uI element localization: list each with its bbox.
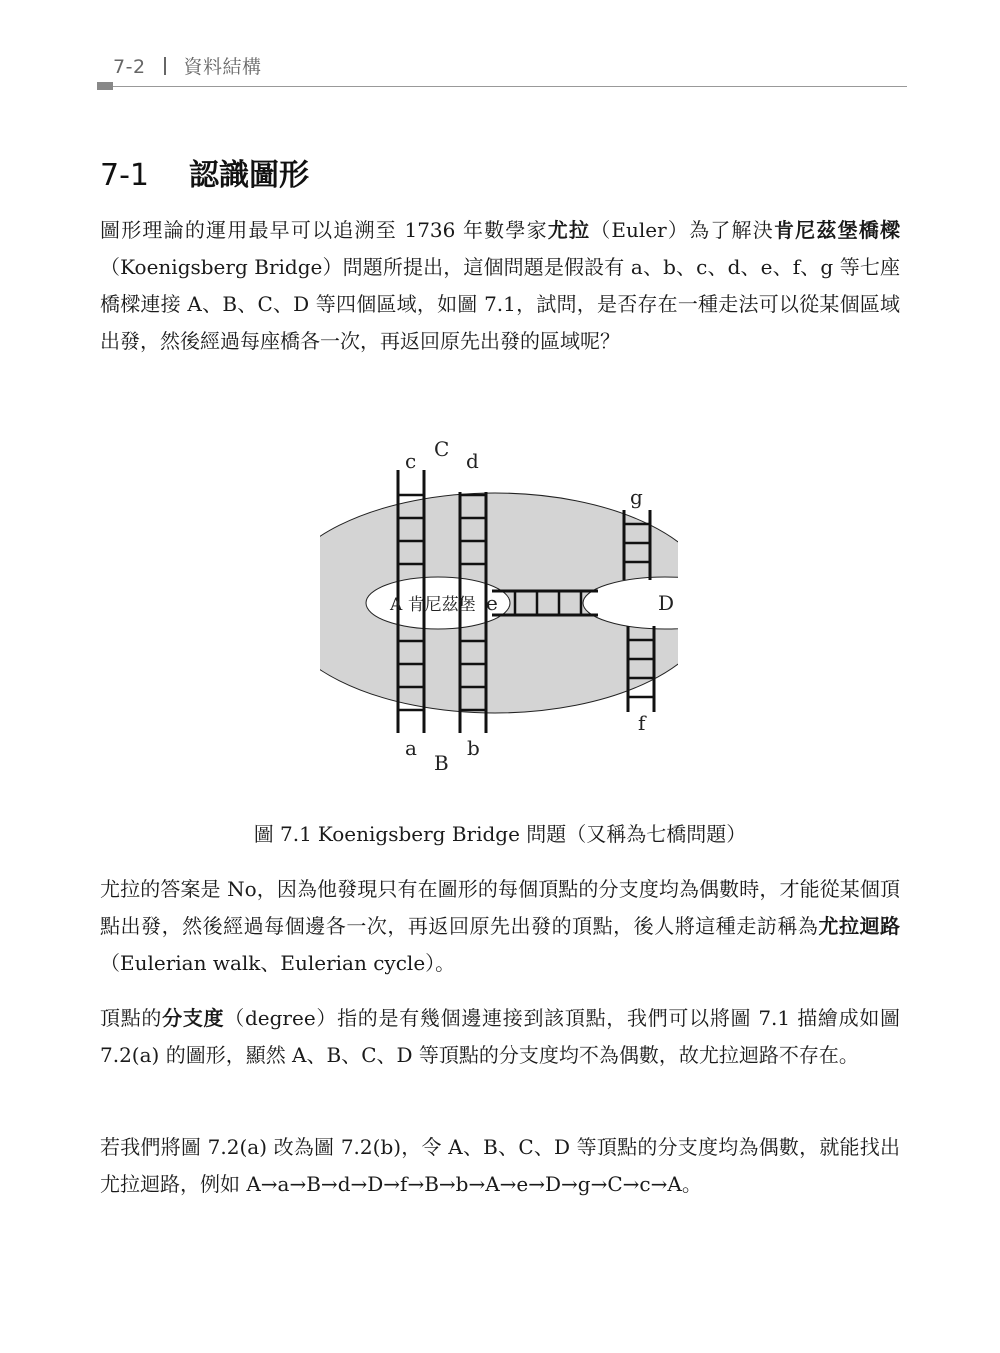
header-separator (164, 57, 166, 75)
term-degree: 分支度 (162, 1006, 225, 1030)
chapter-title: 資料結構 (183, 56, 262, 78)
label-bridge-f: f (638, 711, 646, 735)
text-run: （Euler）為了解決 (590, 218, 774, 242)
running-header (113, 52, 262, 79)
text-run: 若我們將圖 7.2(a) 改為圖 7.2(b)，令 A、B、C、D 等頂點的分支度均為偶數，就能找出尤拉迴路，例如 A→a→B→d→D→f→B→b→A→e→D→g→C→c→A。 (100, 1135, 900, 1196)
paragraph-intro (100, 212, 900, 360)
header-marker (97, 82, 113, 90)
label-bridge-d: d (466, 449, 479, 473)
label-bridge-e: e (486, 591, 498, 615)
text-run: 頂點的 (100, 1006, 163, 1030)
label-bridge-b: b (467, 736, 480, 760)
label-bridge-c: c (405, 449, 417, 473)
text-run: （Eulerian walk、Eulerian cycle）。 (100, 951, 456, 975)
paragraph-euler-path-example (100, 1129, 900, 1203)
label-region-a: A 肯尼茲堡 (390, 595, 476, 615)
term-eulerian-walk: 尤拉迴路 (818, 914, 901, 938)
header-rule (113, 86, 907, 87)
seven-bridges-figure (320, 430, 680, 780)
label-region-c: C (434, 437, 450, 461)
page-number: 7-2 (113, 56, 146, 78)
figure-caption (0, 818, 1000, 847)
paragraph-euler-answer (100, 871, 900, 982)
paragraph-degree (100, 1000, 900, 1074)
section-heading (100, 150, 309, 194)
caption-number: 圖 7.1 (253, 822, 312, 846)
text-run: （degree）指的是有幾個邊連接到該頂點，我們可以將圖 7.1 描繪成如圖 7.2(a) 的圖形，顯然 A、B、C、D 等頂點的分支度均不為偶數，故尤拉迴路不存在。 (100, 1006, 901, 1067)
label-bridge-g: g (630, 485, 643, 509)
text-run: （Koenigsberg Bridge）問題所提出，這個問題是假設有 a、b、c、d、e、f、g 等七座橋樑連接 A、B、C、D 等四個區域，如圖 7.1，試問，是否存在一種走法可以從某個區域出發，然後經過每座橋各一次，再返回原先出發的區域呢？ (100, 255, 900, 353)
label-region-d: D (658, 591, 675, 615)
term-euler: 尤拉 (547, 218, 591, 242)
text-run: 圖形理論的運用最早可以追溯至 1736 年數學家 (100, 218, 548, 242)
label-bridge-a: a (405, 736, 417, 760)
text-run: 尤拉的答案是 No，因為他發現只有在圖形的每個頂點的分支度均為偶數時，才能從某個頂點出發，然後經過每個邊各一次，再返回原先出發的頂點，後人將這種走訪稱為 (100, 877, 900, 938)
caption-text: Koenigsberg Bridge 問題（又稱為七橋問題） (317, 822, 747, 846)
section-number: 7-1 (100, 158, 149, 193)
section-title: 認識圖形 (189, 158, 309, 193)
label-region-b: B (434, 751, 449, 775)
term-koenigsberg-bridge: 肯尼茲堡橋樑 (773, 218, 900, 242)
